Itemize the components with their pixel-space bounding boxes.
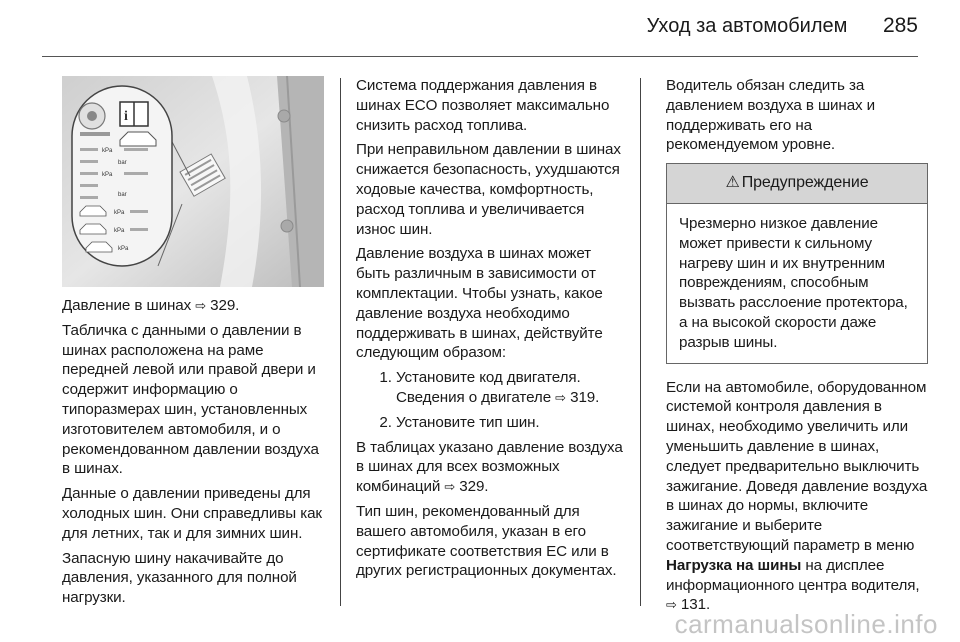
tire-pressure-label-figure <box>62 76 324 287</box>
warning-title: Предупреждение <box>741 174 869 192</box>
svg-text:kPa: kPa <box>102 148 113 154</box>
paragraph-text: Если на автомобиле, оборудованном системой контроля давления в шинах, необходимо увеличить или уменьшить давление в шинах, следует предварительно выключить зажигание. Доведя давление воздуха в шинах до нормы, включите зажигание и выберите соответствующий параметр в меню <box>666 378 928 554</box>
paragraph-text: Давление в шинах <box>62 297 192 314</box>
header-rule <box>42 56 918 57</box>
steps-list <box>356 368 624 432</box>
paragraph-text: В таблицах указано давление воздуха в шинах для всех возможных комбинаций <box>356 438 623 496</box>
svg-text:kPa: kPa <box>114 210 125 216</box>
paragraph: Давление воздуха в шинах может быть различным в зависимости от комплектации. Чтобы узнать, какое давление воздуха необходимо поддерживать в шинах, действуйте следующим образом: <box>356 245 603 362</box>
list-item: 2. Установите тип шин. <box>396 413 624 433</box>
column-divider <box>340 78 341 606</box>
column-divider <box>640 78 641 606</box>
paragraph: При неправильном давлении в шинах снижается безопасность, ухудшаются ходовые качества, комфортность, расход топлива и увеличивается износ шин. <box>356 141 621 238</box>
list-item <box>396 368 624 408</box>
paragraph-text: на дисплее информационного центра водителя, <box>666 556 920 594</box>
page-header <box>647 14 918 38</box>
paragraph: Запасную шину накачивайте до давления, указанного для полной нагрузки. <box>62 549 297 607</box>
svg-text:kPa: kPa <box>118 246 129 252</box>
warning-triangle-icon: ⚠ <box>725 174 740 192</box>
page-number: 285 <box>882 14 918 37</box>
menu-name: Нагрузка на шины <box>666 556 802 574</box>
column-middle <box>356 76 624 586</box>
arrow-ref-icon: ⇨ <box>444 479 456 495</box>
paragraph <box>356 438 624 497</box>
svg-text:kPa: kPa <box>114 228 125 234</box>
paragraph: Тип шин, рекомендованный для вашего автомобиля, указан в его сертификате соответствия ЕС или в других регистрационных документах. <box>356 502 617 580</box>
paragraph: Табличка с данными о давлении в шинах расположена на раме передней левой или правой двери и содержит информацию о типоразмерах шин, установленных изготовителем автомобиля, и о рекомендованном давлении воздуха в шинах. <box>62 321 319 478</box>
svg-text:bar: bar <box>118 192 127 198</box>
paragraph <box>666 378 928 616</box>
page-reference[interactable]: 329. <box>459 478 489 496</box>
page-reference[interactable]: 131. <box>680 596 711 614</box>
arrow-ref-icon: ⇨ <box>195 298 207 313</box>
warning-header <box>667 164 927 204</box>
paragraph: Данные о давлении приведены для холодных шин. Они справедливы как для летних, так и для зимних шин. <box>62 485 322 542</box>
book-icon <box>120 102 148 126</box>
watermark: carmanualsonline.info <box>674 609 938 639</box>
paragraph: Система поддержания давления в шинах ECO позволяет максимально снизить расход топлива. <box>356 77 610 134</box>
page-reference[interactable]: 329. <box>210 297 240 314</box>
warning-text: Чрезмерно низкое давление может привести к сильному нагреву шин и их внутренним повреждениям, способным вызвать расслоение протектора, а на высокой скорости даже разрыв шины. <box>679 214 908 351</box>
column-left <box>62 296 324 613</box>
arrow-ref-icon: ⇨ <box>555 389 566 405</box>
svg-text:bar: bar <box>118 160 127 166</box>
arrow-ref-icon: ⇨ <box>666 597 677 613</box>
paragraph: Водитель обязан следить за давлением воздуха в шинах и поддерживать его на рекомендуемом уровне. <box>666 77 876 154</box>
page-title: Уход за автомобилем <box>646 15 848 37</box>
wheel-icon <box>79 103 105 129</box>
warning-box <box>666 163 928 363</box>
svg-text:i: i <box>124 109 128 124</box>
step-text: Установите код двигателя. Сведения о двигателе <box>396 369 581 406</box>
svg-text:kPa: kPa <box>102 172 113 178</box>
column-right <box>666 76 928 620</box>
page-reference[interactable]: 319. <box>570 388 600 406</box>
paragraph <box>62 296 324 316</box>
